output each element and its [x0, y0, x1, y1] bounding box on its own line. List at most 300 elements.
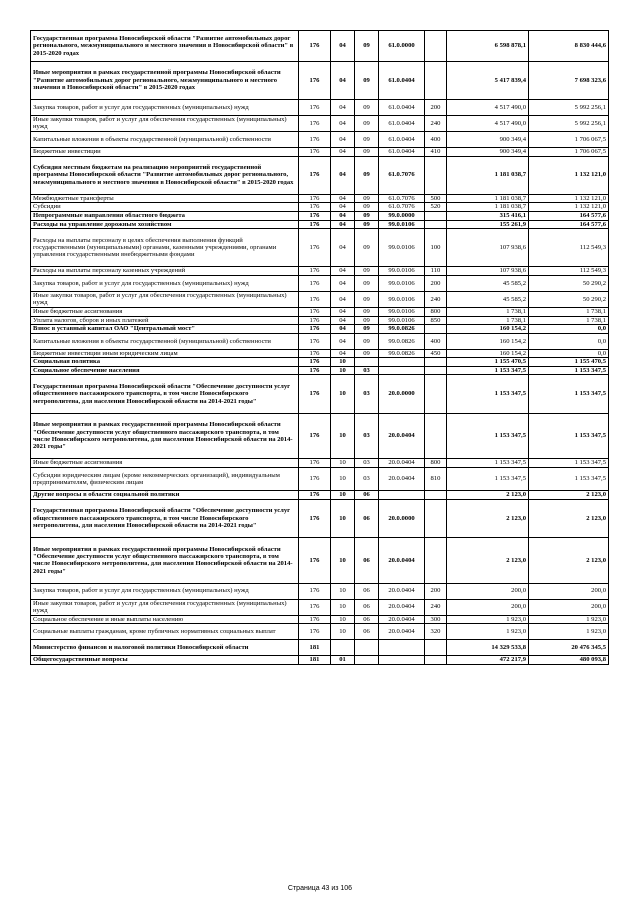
subsection-code-cell: 09	[355, 194, 379, 203]
subsection-code-cell: 09	[355, 291, 379, 307]
expense-type-cell: 300	[425, 615, 447, 624]
section-code-cell: 04	[331, 131, 355, 147]
row-name-cell: Бюджетные инвестиции иным юридическим лицам	[31, 349, 299, 358]
row-name-cell: Расходы на управление дорожным хозяйством	[31, 220, 299, 229]
department-code-cell: 176	[299, 538, 331, 584]
expense-type-cell: 410	[425, 147, 447, 156]
amount-year1-cell: 4 517 490,0	[447, 115, 529, 131]
subsection-code-cell: 09	[355, 156, 379, 194]
expense-type-cell: 240	[425, 291, 447, 307]
amount-year2-cell: 1 706 067,5	[529, 147, 609, 156]
target-article-cell	[379, 656, 425, 665]
table-row	[31, 275, 609, 291]
subsection-code-cell	[355, 656, 379, 665]
section-code-cell: 04	[331, 229, 355, 267]
target-article-cell: 20.0.0404	[379, 615, 425, 624]
department-code-cell: 176	[299, 203, 331, 212]
section-code-cell: 04	[331, 275, 355, 291]
amount-year2-cell: 200,0	[529, 583, 609, 599]
row-name-cell: Иные мероприятия в рамках государственной программы Новосибирской области "Обеспечение доступности услуг общественного пассажирского транспорта, в том числе Новосибирского метрополитена, для населения Новосибирской области на 2014-2021 годы"	[31, 538, 299, 584]
amount-year2-cell: 1 923,0	[529, 624, 609, 640]
target-article-cell: 20.0.0404	[379, 624, 425, 640]
amount-year2-cell: 1 153 347,5	[529, 413, 609, 459]
target-article-cell	[379, 491, 425, 500]
amount-year2-cell: 8 830 444,6	[529, 31, 609, 62]
subsection-code-cell: 09	[355, 349, 379, 358]
amount-year1-cell: 1 738,1	[447, 316, 529, 325]
section-code-cell: 10	[331, 467, 355, 490]
row-name-cell: Социальное обеспечение населения	[31, 366, 299, 375]
department-code-cell: 176	[299, 307, 331, 316]
expense-type-cell	[425, 413, 447, 459]
table-row	[31, 459, 609, 468]
table-row	[31, 220, 609, 229]
subsection-code-cell: 09	[355, 31, 379, 62]
amount-year1-cell: 1 155 470,5	[447, 358, 529, 367]
target-article-cell: 99.0.0826	[379, 349, 425, 358]
row-name-cell: Общегосударственные вопросы	[31, 656, 299, 665]
amount-year1-cell: 2 123,0	[447, 491, 529, 500]
row-name-cell: Закупка товаров, работ и услуг для государственных (муниципальных) нужд	[31, 275, 299, 291]
table-row	[31, 599, 609, 615]
department-code-cell: 176	[299, 375, 331, 413]
expense-type-cell: 200	[425, 583, 447, 599]
table-row	[31, 615, 609, 624]
table-row	[31, 583, 609, 599]
amount-year2-cell: 1 706 067,5	[529, 131, 609, 147]
table-row	[31, 491, 609, 500]
section-code-cell: 04	[331, 99, 355, 115]
target-article-cell: 61.0.0404	[379, 99, 425, 115]
row-name-cell: Закупка товаров, работ и услуг для государственных (муниципальных) нужд	[31, 99, 299, 115]
table-row	[31, 156, 609, 194]
amount-year2-cell: 50 290,2	[529, 291, 609, 307]
row-name-cell: Межбюджетные трансферты	[31, 194, 299, 203]
section-code-cell: 04	[331, 147, 355, 156]
amount-year1-cell: 45 585,2	[447, 291, 529, 307]
table-row	[31, 203, 609, 212]
department-code-cell: 176	[299, 99, 331, 115]
target-article-cell: 99.0.0106	[379, 307, 425, 316]
amount-year2-cell: 1 155 470,5	[529, 358, 609, 367]
expense-type-cell: 520	[425, 203, 447, 212]
table-row	[31, 99, 609, 115]
expense-type-cell: 450	[425, 349, 447, 358]
amount-year1-cell: 200,0	[447, 583, 529, 599]
target-article-cell: 61.0.0404	[379, 147, 425, 156]
target-article-cell: 99.0.0106	[379, 220, 425, 229]
amount-year1-cell: 200,0	[447, 599, 529, 615]
subsection-code-cell: 03	[355, 366, 379, 375]
amount-year2-cell: 5 992 256,1	[529, 115, 609, 131]
subsection-code-cell: 09	[355, 147, 379, 156]
row-name-cell: Иные закупки товаров, работ и услуг для обеспечения государственных (муниципальных) нужд	[31, 115, 299, 131]
table-row	[31, 194, 609, 203]
amount-year2-cell: 164 577,6	[529, 211, 609, 220]
table-row	[31, 316, 609, 325]
section-code-cell: 04	[331, 325, 355, 334]
amount-year1-cell: 160 154,2	[447, 349, 529, 358]
department-code-cell: 176	[299, 220, 331, 229]
section-code-cell: 04	[331, 333, 355, 349]
expense-type-cell: 400	[425, 131, 447, 147]
amount-year2-cell: 0,0	[529, 349, 609, 358]
target-article-cell: 20.0.0404	[379, 583, 425, 599]
amount-year2-cell: 20 476 345,5	[529, 640, 609, 656]
amount-year1-cell: 1 181 038,7	[447, 156, 529, 194]
row-name-cell: Иные закупки товаров, работ и услуг для обеспечения государственных (муниципальных) нужд	[31, 291, 299, 307]
subsection-code-cell: 03	[355, 413, 379, 459]
section-code-cell: 10	[331, 615, 355, 624]
section-code-cell: 04	[331, 267, 355, 276]
row-name-cell: Социальная политика	[31, 358, 299, 367]
section-code-cell: 04	[331, 31, 355, 62]
subsection-code-cell: 09	[355, 203, 379, 212]
row-name-cell: Государственная программа Новосибирской области "Обеспечение доступности услуг общественного пассажирского транспорта, в том числе Новосибирского метрополитена, для населения Новосибирской области на 2014-2021 годы"	[31, 499, 299, 537]
subsection-code-cell: 09	[355, 115, 379, 131]
amount-year2-cell: 5 992 256,1	[529, 99, 609, 115]
row-name-cell: Расходы на выплаты персоналу казенных учреждений	[31, 267, 299, 276]
department-code-cell: 176	[299, 115, 331, 131]
amount-year1-cell: 2 123,0	[447, 538, 529, 584]
target-article-cell: 61.0.7076	[379, 194, 425, 203]
department-code-cell: 176	[299, 599, 331, 615]
subsection-code-cell: 09	[355, 229, 379, 267]
section-code-cell: 10	[331, 499, 355, 537]
expense-type-cell: 320	[425, 624, 447, 640]
amount-year2-cell: 1 738,1	[529, 307, 609, 316]
department-code-cell: 176	[299, 583, 331, 599]
subsection-code-cell: 09	[355, 325, 379, 334]
expense-type-cell: 110	[425, 267, 447, 276]
section-code-cell: 04	[331, 156, 355, 194]
expense-type-cell: 240	[425, 115, 447, 131]
section-code-cell: 04	[331, 115, 355, 131]
section-code-cell: 10	[331, 491, 355, 500]
department-code-cell: 176	[299, 147, 331, 156]
department-code-cell: 176	[299, 615, 331, 624]
expense-type-cell	[425, 366, 447, 375]
row-name-cell: Субсидии	[31, 203, 299, 212]
row-name-cell: Государственная программа Новосибирской области "Обеспечение доступности услуг общественного пассажирского транспорта, в том числе Новосибирского метрополитена, для населения Новосибирской области на 2014-2021 годы"	[31, 375, 299, 413]
row-name-cell: Иные бюджетные ассигнования	[31, 307, 299, 316]
row-name-cell: Иные мероприятия в рамках государственной программы Новосибирской области "Обеспечение доступности услуг общественного пассажирского транспорта, в том числе Новосибирского метрополитена, для населения Новосибирской области на 2014-2021 годы"	[31, 413, 299, 459]
section-code-cell: 04	[331, 349, 355, 358]
target-article-cell: 99.0.0106	[379, 316, 425, 325]
amount-year1-cell: 1 153 347,5	[447, 366, 529, 375]
expense-type-cell	[425, 640, 447, 656]
amount-year2-cell: 1 153 347,5	[529, 375, 609, 413]
section-code-cell: 10	[331, 413, 355, 459]
target-article-cell: 61.0.0404	[379, 131, 425, 147]
expense-type-cell: 200	[425, 275, 447, 291]
table-row	[31, 31, 609, 62]
department-code-cell: 181	[299, 656, 331, 665]
target-article-cell: 61.0.0404	[379, 115, 425, 131]
department-code-cell: 176	[299, 31, 331, 62]
amount-year2-cell: 0,0	[529, 333, 609, 349]
row-name-cell: Непрограммные направления областного бюджета	[31, 211, 299, 220]
amount-year1-cell: 155 261,9	[447, 220, 529, 229]
expense-type-cell: 500	[425, 194, 447, 203]
subsection-code-cell: 06	[355, 499, 379, 537]
table-row	[31, 413, 609, 459]
department-code-cell: 176	[299, 349, 331, 358]
row-name-cell: Субсидии юридическим лицам (кроме некоммерческих организаций), индивидуальным предпринимателям, физическим лицам	[31, 467, 299, 490]
amount-year2-cell: 2 123,0	[529, 538, 609, 584]
subsection-code-cell	[355, 358, 379, 367]
subsection-code-cell: 09	[355, 61, 379, 99]
section-code-cell: 04	[331, 194, 355, 203]
amount-year1-cell: 4 517 490,0	[447, 99, 529, 115]
department-code-cell: 176	[299, 624, 331, 640]
target-article-cell	[379, 358, 425, 367]
section-code-cell: 10	[331, 599, 355, 615]
amount-year2-cell: 200,0	[529, 599, 609, 615]
table-row	[31, 499, 609, 537]
target-article-cell: 99.0.0826	[379, 333, 425, 349]
row-name-cell: Взнос в уставный капитал ОАО "Центральный мост"	[31, 325, 299, 334]
expense-type-cell	[425, 220, 447, 229]
section-code-cell: 01	[331, 656, 355, 665]
amount-year1-cell: 1 923,0	[447, 624, 529, 640]
subsection-code-cell: 09	[355, 211, 379, 220]
amount-year2-cell: 112 549,3	[529, 267, 609, 276]
department-code-cell: 176	[299, 275, 331, 291]
amount-year1-cell: 1 181 038,7	[447, 203, 529, 212]
section-code-cell: 04	[331, 316, 355, 325]
amount-year1-cell: 5 417 839,4	[447, 61, 529, 99]
expense-type-cell	[425, 325, 447, 334]
target-article-cell	[379, 366, 425, 375]
target-article-cell: 61.0.7076	[379, 156, 425, 194]
subsection-code-cell	[355, 640, 379, 656]
amount-year1-cell: 1 181 038,7	[447, 194, 529, 203]
section-code-cell: 10	[331, 366, 355, 375]
amount-year1-cell: 160 154,2	[447, 325, 529, 334]
amount-year1-cell: 14 329 533,8	[447, 640, 529, 656]
expense-type-cell	[425, 156, 447, 194]
amount-year1-cell: 1 923,0	[447, 615, 529, 624]
amount-year1-cell: 1 738,1	[447, 307, 529, 316]
section-code-cell: 10	[331, 459, 355, 468]
amount-year2-cell: 7 698 323,6	[529, 61, 609, 99]
row-name-cell: Министерство финансов и налоговой политики Новосибирской области	[31, 640, 299, 656]
department-code-cell: 176	[299, 211, 331, 220]
target-article-cell: 20.0.0000	[379, 499, 425, 537]
subsection-code-cell: 03	[355, 375, 379, 413]
department-code-cell: 176	[299, 459, 331, 468]
table-row	[31, 307, 609, 316]
target-article-cell: 61.0.7076	[379, 203, 425, 212]
target-article-cell: 20.0.0404	[379, 467, 425, 490]
row-name-cell: Иные мероприятия в рамках государственной программы Новосибирской области "Развитие автомобильных дорог регионального, межмуниципального и местного значения в Новосибирской области" в 2015-2020 годах	[31, 61, 299, 99]
subsection-code-cell: 09	[355, 333, 379, 349]
subsection-code-cell: 06	[355, 615, 379, 624]
table-row	[31, 375, 609, 413]
table-row	[31, 291, 609, 307]
amount-year2-cell: 1 153 347,5	[529, 467, 609, 490]
subsection-code-cell: 09	[355, 131, 379, 147]
amount-year1-cell: 107 938,6	[447, 229, 529, 267]
amount-year2-cell: 112 549,3	[529, 229, 609, 267]
section-code-cell: 04	[331, 291, 355, 307]
amount-year2-cell: 50 290,2	[529, 275, 609, 291]
subsection-code-cell: 06	[355, 491, 379, 500]
target-article-cell: 20.0.0000	[379, 375, 425, 413]
row-name-cell: Социальные выплаты гражданам, кроме публичных нормативных социальных выплат	[31, 624, 299, 640]
subsection-code-cell: 06	[355, 599, 379, 615]
target-article-cell: 61.0.0404	[379, 61, 425, 99]
table-row	[31, 333, 609, 349]
expense-type-cell	[425, 491, 447, 500]
amount-year2-cell: 164 577,6	[529, 220, 609, 229]
target-article-cell: 99.0.0000	[379, 211, 425, 220]
amount-year2-cell: 1 923,0	[529, 615, 609, 624]
amount-year1-cell: 160 154,2	[447, 333, 529, 349]
department-code-cell: 176	[299, 156, 331, 194]
row-name-cell: Другие вопросы в области социальной политики	[31, 491, 299, 500]
row-name-cell: Уплата налогов, сборов и иных платежей	[31, 316, 299, 325]
expense-type-cell	[425, 31, 447, 62]
table-row	[31, 538, 609, 584]
row-name-cell: Закупка товаров, работ и услуг для государственных (муниципальных) нужд	[31, 583, 299, 599]
row-name-cell: Субсидия местным бюджетам на реализацию мероприятий государственной программы Новосибирской области "Развитие автомобильных дорог регионального, межмуниципального и местного значения в Новосибирской области" в 2015-2020 годах	[31, 156, 299, 194]
department-code-cell: 176	[299, 358, 331, 367]
section-code-cell: 04	[331, 61, 355, 99]
department-code-cell: 176	[299, 467, 331, 490]
budget-table-body	[31, 31, 609, 665]
table-row	[31, 115, 609, 131]
subsection-code-cell: 03	[355, 459, 379, 468]
table-row	[31, 131, 609, 147]
subsection-code-cell: 06	[355, 624, 379, 640]
expense-type-cell: 400	[425, 333, 447, 349]
expense-type-cell	[425, 538, 447, 584]
expense-type-cell: 100	[425, 229, 447, 267]
target-article-cell: 99.0.0106	[379, 275, 425, 291]
amount-year1-cell: 1 153 347,5	[447, 459, 529, 468]
subsection-code-cell: 09	[355, 275, 379, 291]
table-row	[31, 467, 609, 490]
row-name-cell: Государственная программа Новосибирской области "Развитие автомобильных дорог регионального, межмуниципального и местного значения в Новосибирской области" в 2015-2020 годах	[31, 31, 299, 62]
table-row	[31, 366, 609, 375]
table-row	[31, 358, 609, 367]
amount-year1-cell: 1 153 347,5	[447, 413, 529, 459]
subsection-code-cell: 09	[355, 307, 379, 316]
department-code-cell: 176	[299, 491, 331, 500]
amount-year2-cell: 1 132 121,0	[529, 203, 609, 212]
section-code-cell: 04	[331, 203, 355, 212]
amount-year1-cell: 45 585,2	[447, 275, 529, 291]
row-name-cell: Иные бюджетные ассигнования	[31, 459, 299, 468]
section-code-cell: 04	[331, 307, 355, 316]
expense-type-cell: 200	[425, 99, 447, 115]
target-article-cell	[379, 640, 425, 656]
section-code-cell: 04	[331, 220, 355, 229]
amount-year2-cell: 1 738,1	[529, 316, 609, 325]
amount-year1-cell: 472 217,9	[447, 656, 529, 665]
department-code-cell: 176	[299, 194, 331, 203]
subsection-code-cell: 09	[355, 220, 379, 229]
expense-type-cell: 810	[425, 467, 447, 490]
table-row	[31, 229, 609, 267]
amount-year2-cell: 2 123,0	[529, 491, 609, 500]
expense-type-cell: 240	[425, 599, 447, 615]
budget-table	[30, 30, 609, 665]
target-article-cell: 99.0.0106	[379, 267, 425, 276]
target-article-cell: 99.0.0106	[379, 229, 425, 267]
amount-year1-cell: 1 153 347,5	[447, 467, 529, 490]
amount-year1-cell: 900 349,4	[447, 147, 529, 156]
row-name-cell: Бюджетные инвестиции	[31, 147, 299, 156]
table-row	[31, 325, 609, 334]
amount-year1-cell: 2 123,0	[447, 499, 529, 537]
expense-type-cell	[425, 656, 447, 665]
amount-year2-cell: 1 132 121,0	[529, 194, 609, 203]
table-row	[31, 640, 609, 656]
department-code-cell: 176	[299, 291, 331, 307]
section-code-cell: 10	[331, 538, 355, 584]
section-code-cell	[331, 640, 355, 656]
department-code-cell: 176	[299, 131, 331, 147]
target-article-cell: 20.0.0404	[379, 599, 425, 615]
amount-year1-cell: 315 416,1	[447, 211, 529, 220]
target-article-cell: 61.0.0000	[379, 31, 425, 62]
subsection-code-cell: 09	[355, 99, 379, 115]
target-article-cell: 20.0.0404	[379, 538, 425, 584]
target-article-cell: 99.0.0826	[379, 325, 425, 334]
department-code-cell: 176	[299, 267, 331, 276]
expense-type-cell	[425, 61, 447, 99]
section-code-cell: 10	[331, 358, 355, 367]
section-code-cell: 10	[331, 375, 355, 413]
page-number: Страница 43 из 106	[287, 885, 353, 892]
table-row	[31, 61, 609, 99]
table-row	[31, 624, 609, 640]
amount-year2-cell: 480 093,8	[529, 656, 609, 665]
row-name-cell: Расходы на выплаты персоналу в целях обеспечения выполнения функций государственными (муниципальными) органами, казенными учреждениями, органами управления государственными внебюджетными фондами	[31, 229, 299, 267]
subsection-code-cell: 09	[355, 267, 379, 276]
table-row	[31, 349, 609, 358]
row-name-cell: Капитальные вложения в объекты государственной (муниципальной) собственности	[31, 131, 299, 147]
target-article-cell: 99.0.0106	[379, 291, 425, 307]
row-name-cell: Социальное обеспечение и иные выплаты населению	[31, 615, 299, 624]
amount-year2-cell: 1 132 121,0	[529, 156, 609, 194]
budget-page	[30, 30, 608, 665]
target-article-cell: 20.0.0404	[379, 413, 425, 459]
department-code-cell: 176	[299, 333, 331, 349]
department-code-cell: 176	[299, 499, 331, 537]
department-code-cell: 176	[299, 413, 331, 459]
department-code-cell: 176	[299, 316, 331, 325]
amount-year2-cell: 1 153 347,5	[529, 459, 609, 468]
expense-type-cell: 800	[425, 459, 447, 468]
amount-year2-cell: 2 123,0	[529, 499, 609, 537]
expense-type-cell	[425, 499, 447, 537]
amount-year1-cell: 6 598 878,1	[447, 31, 529, 62]
amount-year2-cell: 1 153 347,5	[529, 366, 609, 375]
expense-type-cell	[425, 358, 447, 367]
department-code-cell: 176	[299, 229, 331, 267]
table-row	[31, 656, 609, 665]
amount-year2-cell: 0,0	[529, 325, 609, 334]
expense-type-cell	[425, 211, 447, 220]
table-row	[31, 147, 609, 156]
row-name-cell: Капитальные вложения в объекты государственной (муниципальной) собственности	[31, 333, 299, 349]
section-code-cell: 04	[331, 211, 355, 220]
subsection-code-cell: 09	[355, 316, 379, 325]
